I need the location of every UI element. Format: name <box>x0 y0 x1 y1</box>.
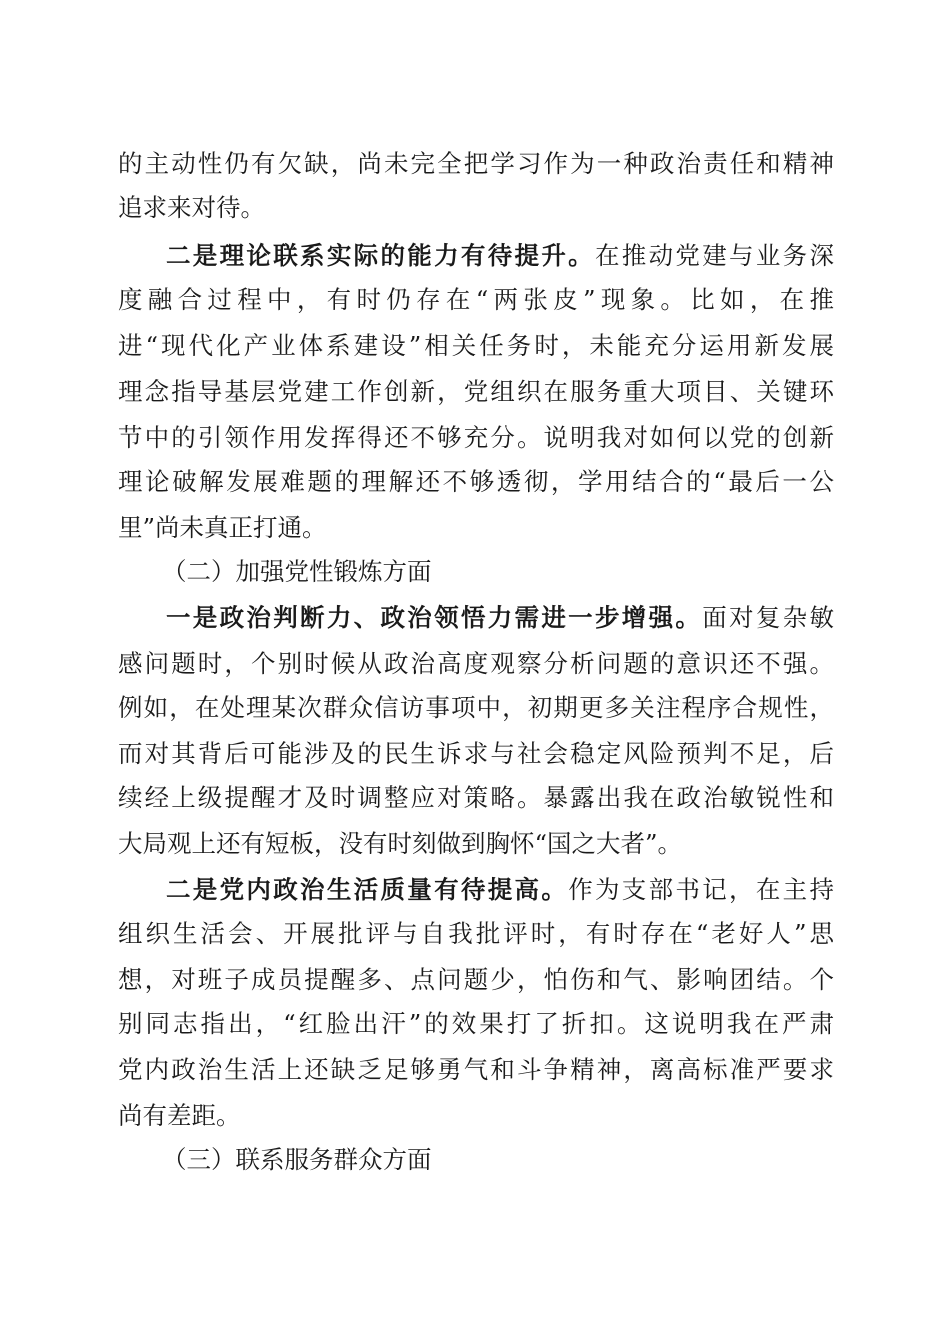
paragraph-lead: 二是党内政治生活质量有待提高。 <box>166 875 569 904</box>
text-line: 大局观上还有短板，没有时刻做到胸怀“国之大者”。 <box>118 829 683 858</box>
section-heading: （二）加强党性锻炼方面 <box>162 557 432 586</box>
paragraph-first-line <box>166 236 834 276</box>
text-line: 别同志指出，“红脸出汗”的效果打了折扣。这说明我在严肃 <box>118 1009 834 1038</box>
text-line: 感问题时，个别时候从政治高度观察分析问题的意识还不强。 <box>118 649 834 678</box>
text-line: 里”尚未真正打通。 <box>118 513 327 542</box>
section-heading: （三）联系服务群众方面 <box>162 1145 432 1174</box>
text-line: 组织生活会、开展批评与自我批评时，有时存在“老好人”思 <box>118 919 834 948</box>
text-line: 想，对班子成员提醒多、点问题少，怕伤和气、影响团结。个 <box>118 965 834 994</box>
text-line: 尚有差距。 <box>118 1101 241 1130</box>
text-line: 理论破解发展难题的理解还不够透彻，学用结合的“最后一公 <box>118 467 834 496</box>
text-line: 党内政治生活上还缺乏足够勇气和斗争精神，离高标准严要求 <box>118 1055 834 1084</box>
text-line: 而对其背后可能涉及的民生诉求与社会稳定风险预判不足，后 <box>118 739 834 768</box>
text-line: 续经上级提醒才及时调整应对策略。暴露出我在政治敏锐性和 <box>118 783 834 812</box>
paragraph-first-line <box>166 598 834 638</box>
text-line: 节中的引领作用发挥得还不够充分。说明我对如何以党的创新 <box>118 423 834 452</box>
text-line: 进“现代化产业体系建设”相关任务时，未能充分运用新发展 <box>118 331 834 360</box>
text-line: 追求来对待。 <box>118 193 265 222</box>
text-line: 例如，在处理某次群众信访事项中，初期更多关注程序合规性， <box>118 693 834 722</box>
text-line: 的主动性仍有欠缺，尚未完全把学习作为一种政治责任和精神 <box>118 149 834 178</box>
paragraph-lead: 二是理论联系实际的能力有待提升。 <box>166 241 595 270</box>
paragraph-lead: 一是政治判断力、政治领悟力需进一步增强。 <box>166 603 703 632</box>
text-line: 理念指导基层党建工作创新，党组织在服务重大项目、关键环 <box>118 377 834 406</box>
text-line: 度融合过程中，有时仍存在“两张皮”现象。比如，在推 <box>118 285 834 314</box>
paragraph-first-line <box>166 870 834 910</box>
paragraph-text: 作为支部书记，在主持 <box>568 875 834 904</box>
paragraph-text: 面对复杂敏 <box>702 603 834 632</box>
paragraph-text: 在推动党建与业务深 <box>595 241 834 270</box>
